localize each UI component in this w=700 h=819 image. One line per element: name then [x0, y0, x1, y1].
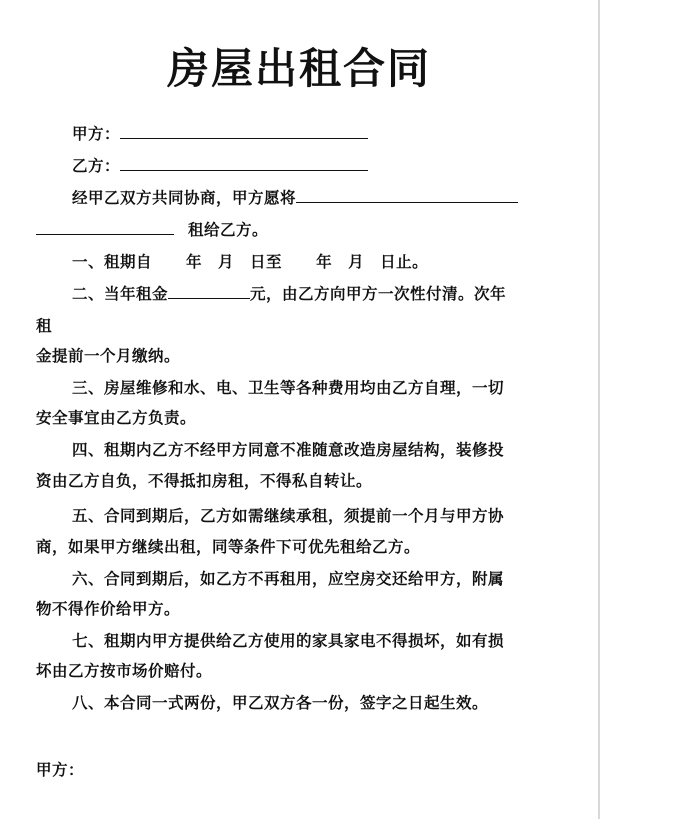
intro-text-2: 租给乙方。	[188, 220, 269, 239]
property-blank	[296, 188, 518, 203]
clause-2-text-c: 租	[36, 316, 53, 335]
clause-8	[72, 693, 488, 713]
clause-1-year-end: 年	[316, 252, 333, 271]
party-b-blank	[120, 156, 368, 171]
clause-7-line-1	[72, 631, 504, 651]
rent-amount-blank	[168, 284, 250, 299]
clause-5-line-2	[36, 537, 420, 557]
intro-line-2	[36, 220, 268, 240]
clause-1-month: 月	[218, 252, 235, 271]
clause-4-line-1	[72, 440, 504, 460]
clause-6-line-1	[72, 569, 504, 589]
signature-party-a-label: 甲方：	[36, 760, 85, 779]
clause-2-text-d: 金提前一个月缴纳。	[36, 346, 181, 365]
intro-text-1: 经甲乙双方共同协商，甲方愿将	[72, 188, 297, 207]
clause-2-line-1	[72, 284, 506, 304]
clause-2-text-b: 元，由乙方向甲方一次性付清。次年	[250, 284, 507, 303]
clause-5-text-a: 五、合同到期后，乙方如需继续承租，须提前一个月与甲方协	[72, 506, 505, 525]
clause-7-text-b: 坏由乙方按市场价赔付。	[36, 661, 213, 680]
clause-4-text-a: 四、租期内乙方不经甲方同意不准随意改造房屋结构，装修投	[72, 440, 505, 459]
clause-3-line-1	[72, 378, 504, 398]
intro-line-1	[72, 188, 518, 208]
clause-3-line-2	[36, 408, 196, 428]
clause-6-line-2	[36, 599, 180, 619]
clause-2-line-3	[36, 346, 180, 366]
clause-4-line-2	[36, 471, 372, 491]
clause-6-text-b: 物不得作价给甲方。	[36, 599, 181, 618]
clause-7-text-a: 七、租期内甲方提供给乙方使用的家具家电不得损坏，如有损	[72, 631, 505, 650]
clause-8-text: 八、本合同一式两份，甲乙双方各一份，签字之日起生效。	[72, 693, 489, 712]
clause-1	[72, 252, 428, 272]
canvas-margin	[600, 0, 700, 819]
clause-3-text-a: 三、房屋维修和水、电、卫生等各种费用均由乙方自理，一切	[72, 378, 505, 397]
party-a-line	[72, 124, 368, 144]
clause-1-month-end: 月	[348, 252, 365, 271]
clause-1-day-to: 日至	[250, 252, 283, 271]
clause-5-text-b: 商，如果甲方继续出租，同等条件下可优先租给乙方。	[36, 537, 421, 556]
document-title: 房屋出租合同	[166, 44, 431, 93]
clause-2-line-2	[36, 316, 52, 336]
clause-4-text-b: 资由乙方自负，不得抵扣房租，不得私自转让。	[36, 471, 373, 490]
clause-2-text-a: 二、当年租金	[72, 284, 169, 303]
clause-1-text: 一、租期自	[72, 252, 153, 271]
party-b-label: 乙方：	[72, 156, 121, 175]
clause-3-text-b: 安全事宜由乙方负责。	[36, 408, 197, 427]
party-a-blank	[120, 124, 368, 139]
clause-5-line-1	[72, 506, 504, 526]
clause-7-line-2	[36, 661, 212, 681]
signature-party-a	[36, 760, 84, 780]
party-b-line	[72, 156, 368, 176]
clause-6-text-a: 六、合同到期后，如乙方不再租用，应空房交还给甲方，附属	[72, 569, 505, 588]
clause-1-day-end: 日止。	[380, 252, 429, 271]
clause-1-year: 年	[186, 252, 203, 271]
property-blank-continued	[36, 220, 174, 235]
party-a-label: 甲方：	[72, 124, 121, 143]
